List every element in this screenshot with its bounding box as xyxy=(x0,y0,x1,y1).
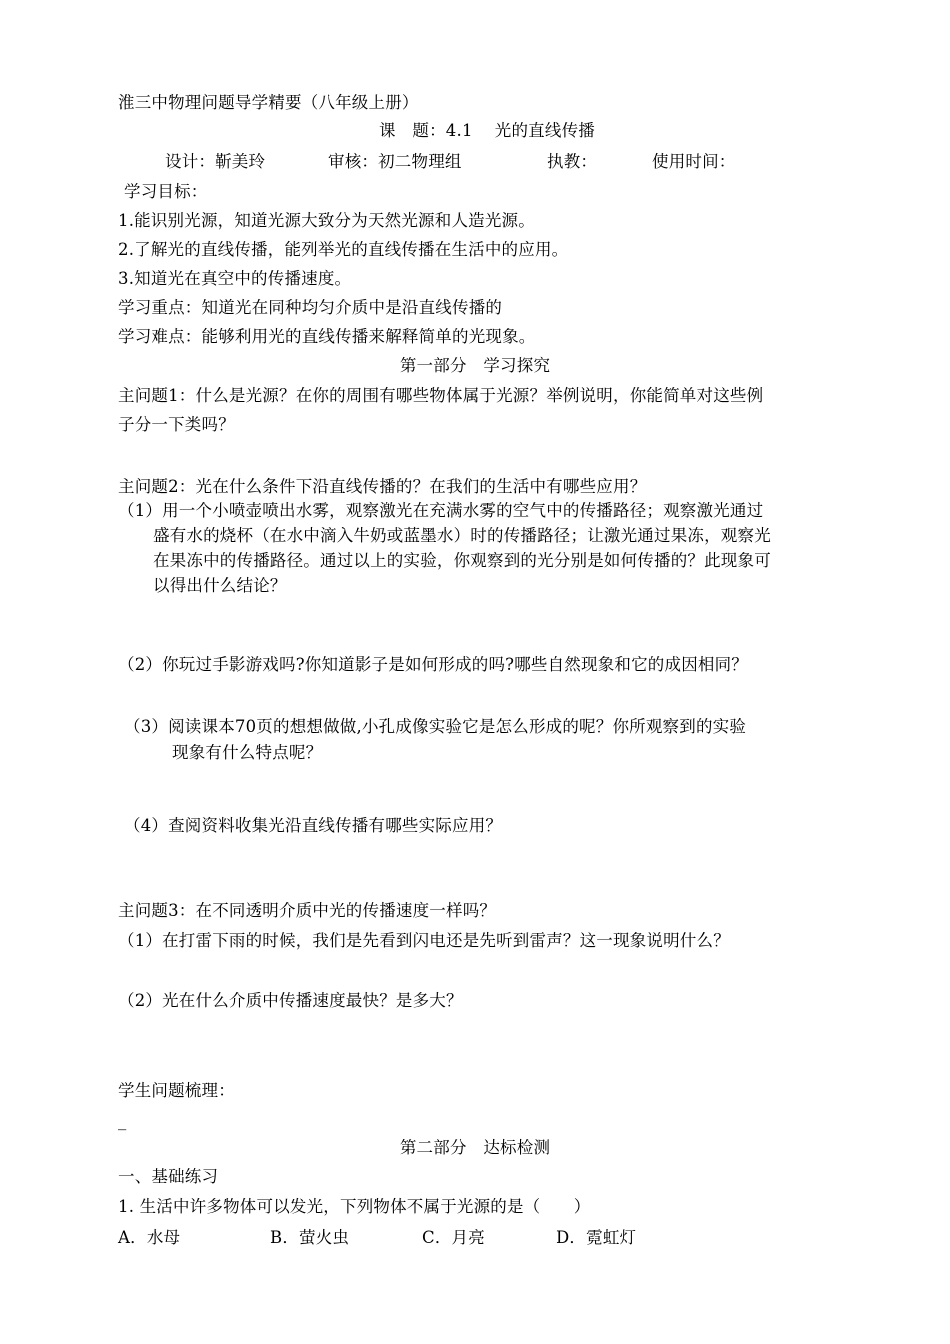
q3-sub1: （1）在打雷下雨的时候，我们是先看到闪电还是先听到雷声？这一现象说明什么？ xyxy=(118,931,730,950)
part1-title: 第一部分 学习探究 xyxy=(399,356,551,375)
q1-line-2: 子分一下类吗？ xyxy=(118,415,235,434)
credit-design: 设计：靳美玲 xyxy=(165,152,266,171)
q3-sub2: （2）光在什么介质中传播速度最快？是多大？ xyxy=(118,991,463,1010)
key-point: 学习重点：知道光在同种均匀介质中是沿直线传播的 xyxy=(118,298,503,317)
option-a: A．水母 xyxy=(118,1228,181,1247)
option-c: C．月亮 xyxy=(422,1228,485,1247)
section-basic-practice: 一、基础练习 xyxy=(118,1167,219,1186)
blank-mark: _ xyxy=(118,1111,127,1130)
q2-sub1-line-2: 盛有水的烧杯（在水中滴入牛奶或蓝墨水）时的传播路径；让激光通过果冻，观察光 xyxy=(153,526,771,545)
part2-title: 第二部分 达标检测 xyxy=(399,1138,551,1157)
option-d: D．霓虹灯 xyxy=(556,1228,637,1247)
q2-title: 主问题2：光在什么条件下沿直线传播的？在我们的生活中有哪些应用？ xyxy=(118,477,647,496)
difficulty: 学习难点：能够利用光的直线传播来解释简单的光现象。 xyxy=(118,327,536,346)
q2-sub2: （2）你玩过手影游戏吗?你知道影子是如何形成的吗?哪些自然现象和它的成因相同？ xyxy=(118,655,748,674)
q2-sub1-line-4: 以得出什么结论？ xyxy=(153,576,287,595)
q2-sub3-line-1: （3）阅读课本70页的想想做做,小孔成像实验它是怎么形成的呢？你所观察到的实验 xyxy=(124,717,747,736)
credit-review: 审核：初二物理组 xyxy=(328,152,462,171)
q3-title: 主问题3：在不同透明介质中光的传播速度一样吗？ xyxy=(118,901,497,920)
objective-item-3: 3.知道光在真空中的传播速度。 xyxy=(118,269,352,288)
objectives-heading: 学习目标： xyxy=(124,182,208,201)
q2-sub3-line-2: 现象有什么特点呢？ xyxy=(172,743,323,762)
objective-item-2: 2.了解光的直线传播，能列举光的直线传播在生活中的应用。 xyxy=(118,240,569,259)
lesson-title: 课 题：4.1 光的直线传播 xyxy=(379,121,595,140)
credit-time: 使用时间： xyxy=(652,152,736,171)
q2-sub1-line-1: （1）用一个小喷壶喷出水雾，观察激光在充满水雾的空气中的传播路径；观察激光通过 xyxy=(118,501,764,520)
q2-sub1-line-3: 在果冻中的传播路径。通过以上的实验，你观察到的光分别是如何传播的？此现象可 xyxy=(153,551,771,570)
q2-sub4: （4）查阅资料收集光沿直线传播有哪些实际应用？ xyxy=(124,816,503,835)
credit-teacher: 执教： xyxy=(547,152,598,171)
student-review-label: 学生问题梳理： xyxy=(118,1081,235,1100)
q1-line-1: 主问题1：什么是光源？在你的周围有哪些物体属于光源？举例说明，你能简单对这些例 xyxy=(118,386,764,405)
objective-item-1: 1.能识别光源，知道光源大致分为天然光源和人造光源。 xyxy=(118,211,535,230)
option-b: B．萤火虫 xyxy=(270,1228,350,1247)
school-title: 淮三中物理问题导学精要（八年级上册） xyxy=(118,93,419,112)
exercise-question-1: 1. 生活中许多物体可以发光，下列物体不属于光源的是（ ） xyxy=(118,1197,591,1216)
